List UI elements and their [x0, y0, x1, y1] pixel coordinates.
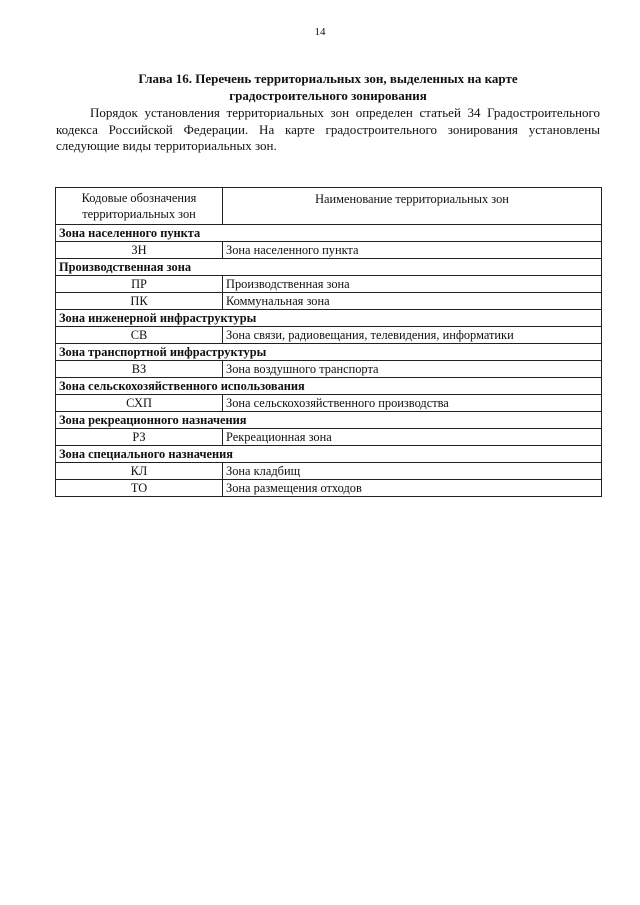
table-header-row — [56, 188, 602, 225]
section-row — [56, 310, 602, 327]
zone-name: Зона воздушного транспорта — [223, 361, 602, 378]
table-row — [56, 276, 602, 293]
zone-name: Коммунальная зона — [223, 293, 602, 310]
section-row — [56, 225, 602, 242]
section-row — [56, 412, 602, 429]
section-title: Зона инженерной инфраструктуры — [56, 310, 602, 327]
territorial-zones-table — [55, 187, 602, 497]
zone-name: Зона сельскохозяйственного производства — [223, 395, 602, 412]
table-row — [56, 361, 602, 378]
zone-code: КЛ — [56, 463, 223, 480]
section-title: Зона рекреационного назначения — [56, 412, 602, 429]
zone-name: Зона связи, радиовещания, телевидения, информатики — [223, 327, 602, 344]
header-code — [56, 188, 223, 225]
table-row — [56, 429, 602, 446]
zone-code: ПК — [56, 293, 223, 310]
table-row — [56, 463, 602, 480]
zone-name: Зона размещения отходов — [223, 480, 602, 497]
header-code-line: Кодовые обозначения — [81, 191, 197, 205]
zone-code: СВ — [56, 327, 223, 344]
zone-code: ПР — [56, 276, 223, 293]
section-title: Зона сельскохозяйственного использования — [56, 378, 602, 395]
section-row — [56, 378, 602, 395]
zone-code: ЗН — [56, 242, 223, 259]
table-body — [56, 225, 602, 497]
chapter-title — [56, 70, 600, 104]
section-row — [56, 344, 602, 361]
zone-code: СХП — [56, 395, 223, 412]
section-title: Зона транспортной инфраструктуры — [56, 344, 602, 361]
section-row — [56, 446, 602, 463]
table-row — [56, 327, 602, 344]
chapter-title-line: градостроительного зонирования — [229, 88, 427, 103]
table-row — [56, 395, 602, 412]
table-row — [56, 480, 602, 497]
zone-name: Зона населенного пункта — [223, 242, 602, 259]
header-code-line: территориальных зон — [82, 206, 196, 221]
intro-paragraph: Порядок установления территориальных зон определен статьей 34 Градостроительного кодекса Российской Федерации. На карте градостроительного зонирования установлены следующие виды территориальных зон. — [56, 105, 600, 153]
zone-name: Производственная зона — [223, 276, 602, 293]
table-row — [56, 293, 602, 310]
header-name: Наименование территориальных зон — [223, 188, 602, 225]
section-row — [56, 259, 602, 276]
zone-code: ТО — [56, 480, 223, 497]
zone-name: Рекреационная зона — [223, 429, 602, 446]
section-title: Зона населенного пункта — [56, 225, 602, 242]
section-title: Зона специального назначения — [56, 446, 602, 463]
zone-code: РЗ — [56, 429, 223, 446]
section-title: Производственная зона — [56, 259, 602, 276]
zone-name: Зона кладбищ — [223, 463, 602, 480]
table-row — [56, 242, 602, 259]
zone-code: ВЗ — [56, 361, 223, 378]
chapter-title-line: Глава 16. Перечень территориальных зон, выделенных на карте — [138, 71, 518, 86]
page-number: 14 — [314, 26, 326, 38]
